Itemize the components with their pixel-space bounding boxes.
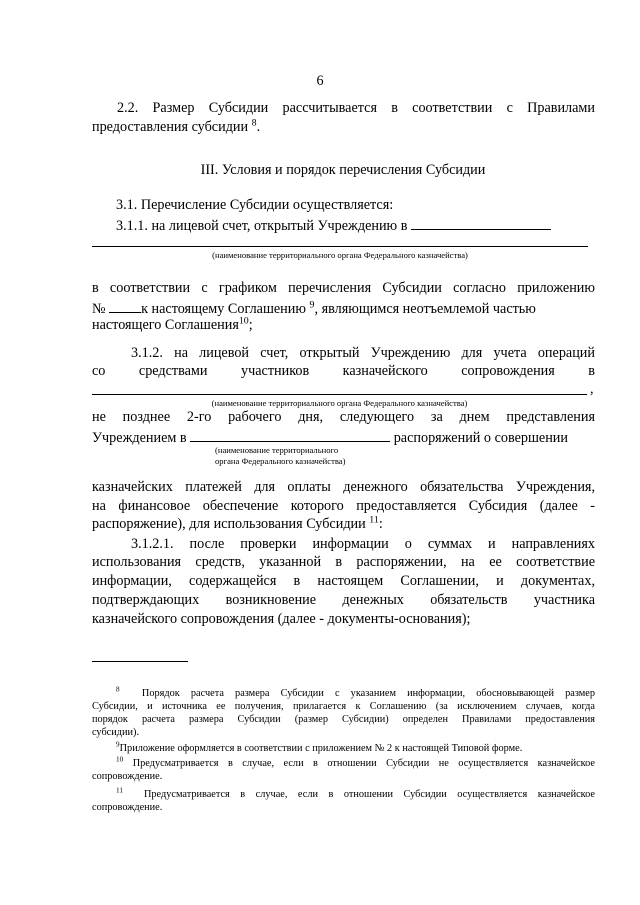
footnote-10-line-2: сопровождение. (92, 771, 163, 782)
clause-3-1-2-1-line-3: информации, содержащейся в настоящем Соглашении, и документах, (92, 573, 595, 589)
clause-3-1-2-1-line-2: использования средств, указанной в распоряжении, на ее соответствие (92, 554, 595, 570)
blank-field (411, 215, 551, 230)
footnote-ref-8: 8 (251, 117, 257, 129)
blank-line (92, 394, 587, 395)
footnote-number: 9 (116, 740, 120, 749)
clause-2-2-line-2: предоставления субсидии $^8$. (92, 117, 261, 135)
payments-line-3: распоряжение), для использования Субсидии $^{11}$: (92, 514, 383, 532)
footnote-8-line-3: порядок расчета размера Субсидии (размер Субсидии) определен Правилами предоставления (92, 714, 595, 725)
clause-3-1-2-line-1: 3.1.2. на лицевой счет, открытый Учреждению для учета операций (131, 345, 595, 361)
footnote-9-line-1: $^9$Приложение оформляется в соответствии с приложением № 2 к настоящей Типовой форме. (116, 740, 523, 754)
caption-territorial-body: (наименование территориального органа Федерального казначейства) (211, 398, 468, 408)
deadline-line-2: Учреждением в распоряжений о совершении (92, 427, 568, 447)
schedule-line-2: № к настоящему Соглашению $^9$, являющимся неотъемлемой частью (92, 299, 536, 317)
footnote-8-line-2: Субсидии, и источника ее получения, прилагается к Соглашению (за исключением случаев, когда (92, 701, 595, 712)
footnote-ref-11: 11 (369, 514, 379, 526)
clause-3-1-2-line-2: со средствами участников казначейского сопровождения в (92, 363, 595, 379)
footnote-ref-10: 10 (238, 315, 249, 327)
clause-3-1: 3.1. Перечисление Субсидии осуществляется: (116, 197, 394, 213)
footnote-11-line-2: сопровождение. (92, 802, 163, 813)
page-number: 6 (316, 73, 324, 89)
clause-3-1-2-1-line-1: 3.1.2.1. после проверки информации о суммах и направлениях (131, 536, 595, 552)
blank-line (92, 246, 588, 247)
deadline-line-1: не позднее 2-го рабочего дня, следующего за днем представления (92, 409, 595, 425)
payments-line-1: казначейских платежей для оплаты денежного обязательства Учреждения, (92, 479, 595, 495)
footnote-number: 10 (116, 755, 124, 764)
payments-line-2: на финансовое обеспечение которого предоставляется Субсидия (далее - (92, 498, 595, 514)
blank-field (190, 427, 390, 442)
clause-3-1-2-1-line-5: казначейского сопровождения (далее - документы-основания); (92, 611, 471, 627)
clause-3-1-2-comma: , (590, 381, 594, 397)
footnote-8-line-4: субсидии). (92, 727, 140, 738)
schedule-line-1: в соответствии с графиком перечисления Субсидии согласно приложению (92, 280, 595, 296)
blank-field (109, 298, 141, 313)
footnote-10-line-1: $^{10}$ Предусматривается в случае, если в отношении Субсидии не осуществляется казначейское (116, 755, 595, 769)
section-heading: III. Условия и порядок перечисления Субсидии (200, 162, 486, 178)
caption-territorial-line-1: (наименование территориального (215, 445, 339, 455)
clause-3-1-2-1-line-4: подтверждающих возникновение денежных обязательств участника (92, 592, 595, 608)
clause-2-2-line-1: 2.2. Размер Субсидии рассчитывается в соответствии с Правилами (117, 100, 595, 116)
footnote-number: 11 (116, 786, 123, 795)
schedule-line-3: настоящего Соглашения$^{10}$; (92, 315, 253, 333)
footnote-8-line-1: $^8$ Порядок расчета размера Субсидии с указанием информации, обосновывающей размер (116, 685, 596, 699)
clause-3-1-1: 3.1.1. на лицевой счет, открытый Учреждению в (116, 215, 551, 235)
footnote-11-line-1: $^{11}$ Предусматривается в случае, если в отношении Субсидии осуществляется казначейское (116, 786, 595, 800)
footnote-ref-9: 9 (309, 299, 315, 311)
footnote-separator (92, 661, 188, 662)
footnote-number: 8 (116, 685, 120, 694)
caption-territorial-body: (наименование территориального органа Федерального казначейства) (212, 250, 468, 260)
caption-territorial-line-2: органа Федерального казначейства) (215, 456, 346, 466)
